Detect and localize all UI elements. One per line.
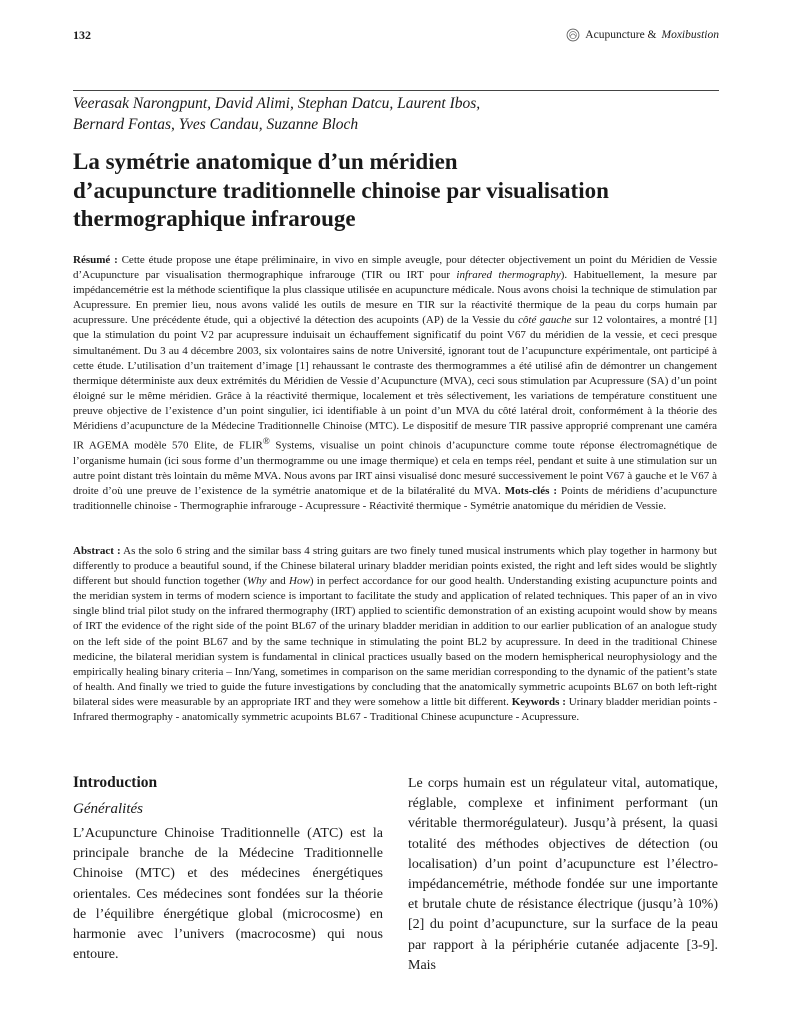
- body-paragraph-right: Le corps humain est un régulateur vital, automatique, réglable, complexe et infiniment performant (un véritable thermorégulateur). Jusqu’à présent, la quasi totalité des méthodes objectives de détection (ou localisation) d’un point d’acupuncture est l’électro-impédancemétrie, méthode fondée sur une importante et brutale chute de résistance électrique (jusqu’à 10%) [2] du point d’acupuncture, sur la surface de la peau par rapport à la périphérie cutanée adjacente [3-9]. Mais: [408, 776, 718, 973]
- body-column-left: [73, 770, 383, 965]
- abstract-paragraph: Abstract : As the solo 6 string and the similar bass 4 string guitars are two finely tuned musical instruments which play together in harmony but differently to produce a beautiful sound, if the Chinese bilateral urinary bladder meridian points existed, the right and left sides would be slightly different but should function together (Why and How) in perfect accordance for our good health. Understanding existing acupuncture points and the meridian system in terms of modern science is important to facilitate the study and application of related techniques. This paper of an in vivo single blind trial pilot study on the infrared thermography (IRT) applied to scientific demonstration of an existing acupoint would show by means of IRT the evidence of the right side of the point BL67 of the urinary bladder meridian in addition to our earlier publication of an analogue study on the left side of the point BL67 and by the same technique in stimulating the point BL2 by acupressure. In deed in the traditional Chinese medicine, the bilateral meridian system is fundamental in clinical practices usually based on the modern hemispherical neurophysiology and the empirically healing binary criteria – Inn/Yang, sometimes in comparison on the same meridian corresponding to the dynamic of the patient’s state of health. And finally we tried to guide the future investigations by concluding that the anatomically symmetric acupoints BL67 on both left-right bilateral sides were measurable by an appropriate IRT and they were somehow a little bit different. Keywords : Urinary bladder meridian points - Infrared thermography - anatomically symmetric acupoints BL67 - Traditional Chinese acupuncture - Acupressure.: [73, 545, 718, 724]
- journal-running-header: [566, 28, 719, 42]
- resume-keywords: Points de méridiens d’acupuncture traditionnelle chinoise - Thermographie infrarouge - Acupressure - Réactivité thermique - Symétrie anatomique du méridien de Vessie.: [73, 485, 718, 513]
- authors-line-1: Veerasak Narongpunt, David Alimi, Stephan Datcu, Laurent Ibos,: [73, 95, 481, 112]
- resume-paragraph: Résumé : Cette étude propose une étape préliminaire, in vivo en simple aveugle, pour détecter objectivement un point du Méridien de Vessie d’Acupuncture par visualisation thermographique infrarouge (TIR ou IRT pour infrared thermography). Habituellement, la mesure par impédancemétrie est la méthode scientifique la plus classique utilisée en acupuncture médicale. Nous avons choisi la technique de stimulation par Acupressure. En premier lieu, nous avons validé les outils de mesure en TIR sur la réactivité thermique de la peau du corps humain par acupressure. Une précédente étude, qui a objectivé la détection des acupoints (AP) de la Vessie du côté gauche sur 12 volontaires, a montré [1] que la stimulation du point V2 par acupressure induisait un échauffement significatif du point V67 du méridien de la vessie, et ceci presque simultanément. Du 3 au 4 décembre 2003, six volontaires sains de notre Université, ignorant tout de l’acupuncture expérimentale, ont participé à cette étude. L’utilisation d’un traitement d’image [1] rehaussant le contraste des thermogrammes a été utilisé afin de démontrer un changement thermique déterministe aux deux extrémités du Méridien de Vessie d’Acupuncture (MVA), ceci sous stimulation par Acupressure (SA) d’un point éloigné sur le même méridien. Grâce à la réactivité thermique, localement et très sélectivement, les variations de température constituent une preuve objective de l’existence d’un point singulier, ici identifiable à un point d’un MVA du côté latéral droit, conformément à la théorie des Méridiens d’acupuncture de la Médecine Traditionnelle Chinoise (MTC). Le dispositif de mesure TIR passive approprié comprenant une caméra IR AGEMA modèle 570 Elite, de FLIR® Systems, visualise un point chinois d’acupuncture comme toute réponse électromagnétique de l’organisme humain (ici sous forme d’un thermogramme ou une image thermique) et cela en temps réel, pendant et suite à une stimulation sur un autre point distant très lointain du même MVA. Nous avons par IRT ainsi visualisé donc mesuré successivement le point V67 à gauche et le V67 à droite d’où une preuve de l’existence de la symétrie anatomique et de la bilatéralité du MVA. Mots-clés : Points de méridiens d’acupuncture traditionnelle chinoise - Thermographie infrarouge - Acupressure - Réactivité thermique - Symétrie anatomique du méridien de Vessie.: [73, 254, 718, 513]
- journal-name-part1: Acupuncture &: [585, 29, 657, 41]
- page-number: 132: [73, 28, 91, 42]
- body-column-right: [408, 774, 718, 976]
- subsection-heading-generalites: Généralités: [73, 801, 143, 817]
- title-line-3: thermographique infrarouge: [73, 206, 356, 231]
- resume-keywords-label: Mots-clés :: [504, 485, 557, 498]
- section-heading-introduction: Introduction: [73, 774, 158, 791]
- title-line-2: d’acupuncture traditionnelle chinoise par visualisation: [73, 177, 609, 203]
- journal-emblem-icon: [566, 28, 580, 42]
- authors-line-2: Bernard Fontas, Yves Candau, Suzanne Bloch: [73, 116, 359, 133]
- resume-label: Résumé :: [73, 254, 118, 266]
- author-list: [73, 93, 723, 135]
- body-paragraph-left: L’Acupuncture Chinoise Traditionnelle (ATC) est la principale branche de la Médecine Traditionnelle Chinoise (MTC) et des médecines énergétiques orientales. Ces médecines sont fondées sur la théorie de l’équilibre énergétique global (microcosme) en harmonie avec l’univers (macrocosme) qui nous entoure.: [73, 826, 383, 963]
- abstract-label: Abstract :: [73, 545, 121, 557]
- journal-name-part2: Moxibustion: [661, 29, 719, 41]
- abstract-keywords: Urinary bladder meridian points - Infrared thermography - anatomically symmetric acupoints BL67 - Traditional Chinese acupuncture - Acupressure.: [73, 695, 717, 724]
- abstract-keywords-label: Keywords :: [511, 695, 566, 708]
- title-line-1: La symétrie anatomique d’un méridien: [73, 149, 458, 174]
- header-rule: [73, 90, 719, 91]
- article-title: [73, 148, 723, 234]
